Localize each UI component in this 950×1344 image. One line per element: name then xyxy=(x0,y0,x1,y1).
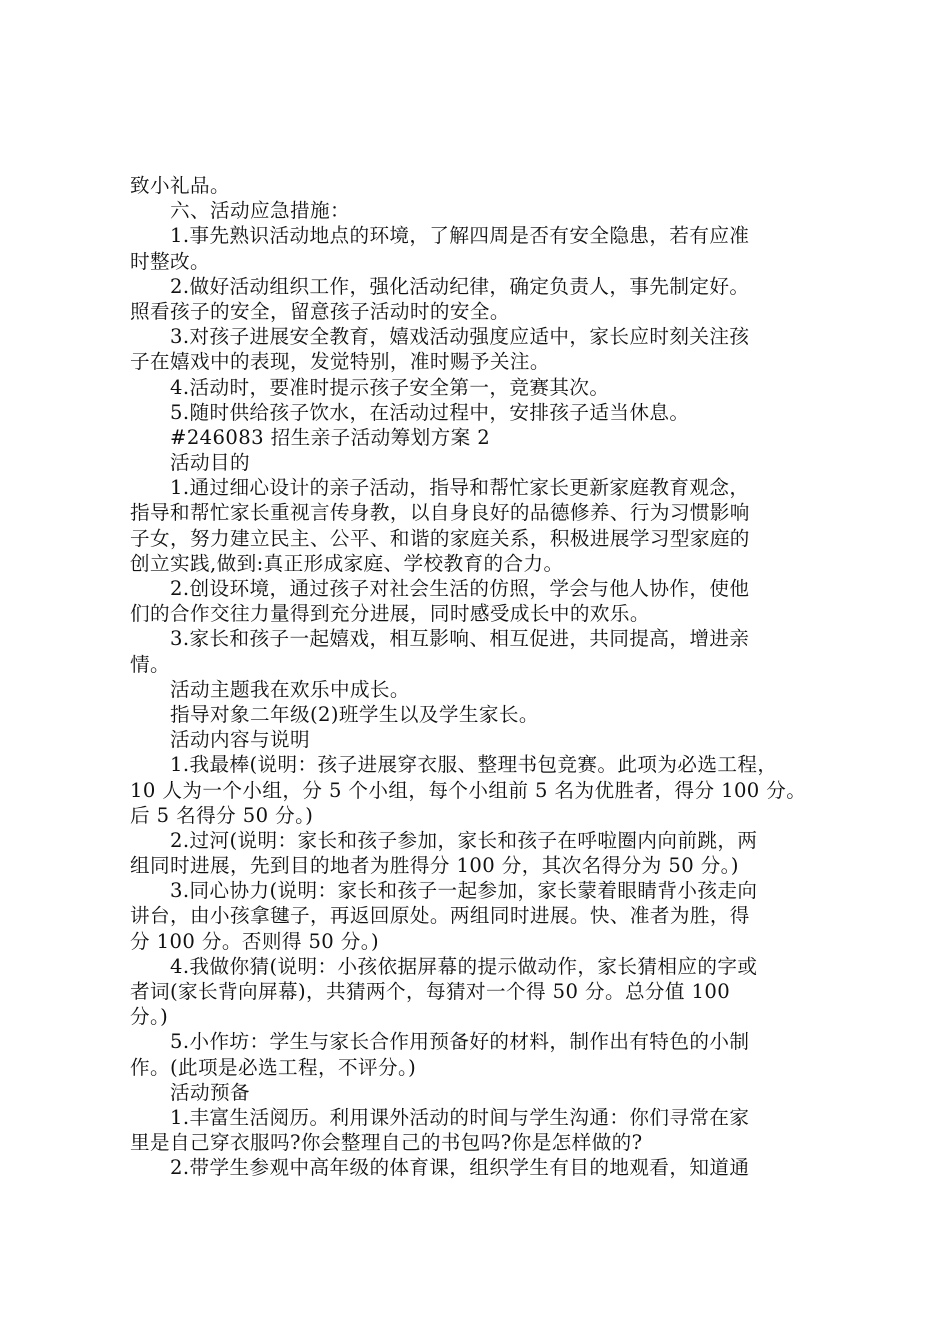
text-line: 分。) xyxy=(130,1005,169,1029)
text-line: 5.随时供给孩子饮水，在活动过程中，安排孩子适当休息。 xyxy=(170,400,690,424)
text-line: 讲台，由小孩拿毽子，再返回原处。两组同时进展。快、准者为胜，得 xyxy=(130,904,750,928)
text-line: 3.同心协力(说明：家长和孩子一起参加，家长蒙着眼睛背小孩走向 xyxy=(170,879,758,903)
text-line: 子女，努力建立民主、公平、和谐的家庭关系，积极进展学习型家庭的 xyxy=(130,526,750,550)
text-line: 情。 xyxy=(130,652,170,676)
text-line: 活动预备 xyxy=(170,1080,250,1104)
text-line: 时整改。 xyxy=(130,249,210,273)
text-line: 活动目的 xyxy=(170,451,250,475)
text-line: 组同时进展，先到目的地者为胜得分 100 分，其次名得分为 50 分。) xyxy=(130,854,739,878)
text-line: 者词(家长背向屏幕)，共猜两个，每猜对一个得 50 分。总分值 100 xyxy=(130,980,731,1003)
text-line: 1.我最棒(说明：孩子进展穿衣服、整理书包竞赛。此项为必选工程， xyxy=(170,753,778,777)
text-line: 1.事先熟识活动地点的环境，了解四周是否有安全隐患，若有应准 xyxy=(170,224,750,248)
text-line: 作。(此项是必选工程，不评分。) xyxy=(130,1055,417,1079)
text-line: 子在嬉戏中的表现，发觉特别，准时赐予关注。 xyxy=(130,350,550,374)
text-line: 六、活动应急措施： xyxy=(170,199,350,223)
text-line: 们的合作交往力量得到充分进展，同时感受成长中的欢乐。 xyxy=(130,602,650,626)
text-line: 2.带学生参观中高年级的体育课，组织学生有目的地观看，知道通 xyxy=(170,1156,750,1180)
text-line: 后 5 名得分 50 分。) xyxy=(130,803,314,827)
text-line: 2.过河(说明：家长和孩子参加，家长和孩子在呼啦圈内向前跳，两 xyxy=(170,828,758,852)
text-line: 1.通过细心设计的亲子活动，指导和帮忙家长更新家庭教育观念， xyxy=(170,476,750,500)
text-line: 分 100 分。否则得 50 分。) xyxy=(130,929,380,953)
text-line: 致小礼品。 xyxy=(130,174,230,197)
document-body xyxy=(130,173,840,1181)
text-line: #246083 招生亲子活动筹划方案 2 xyxy=(170,425,491,449)
text-line: 3.对孩子进展安全教育，嬉戏活动强度应适中，家长应时刻关注孩 xyxy=(170,325,750,349)
text-line: 里是自己穿衣服吗?你会整理自己的书包吗?你是怎样做的? xyxy=(130,1131,643,1155)
text-line: 照看孩子的安全，留意孩子活动时的安全。 xyxy=(130,299,510,323)
text-line: 创立实践,做到:真正形成家庭、学校教育的合力。 xyxy=(130,551,564,575)
text-line: 3.家长和孩子一起嬉戏，相互影响、相互促进，共同提高，增进亲 xyxy=(170,627,750,651)
text-line: 活动内容与说明 xyxy=(170,728,310,752)
text-line: 2.做好活动组织工作，强化活动纪律，确定负责人，事先制定好。 xyxy=(170,274,750,298)
text-line: 4.活动时，要准时提示孩子安全第一，竞赛其次。 xyxy=(170,375,610,399)
text-line: 1.丰富生活阅历。利用课外活动的时间与学生沟通：你们寻常在家 xyxy=(170,1105,750,1129)
text-line: 10 人为一个小组，分 5 个小组，每个小组前 5 名为优胜者，得分 100 分。 xyxy=(130,778,807,802)
text-line: 5.小作坊：学生与家长合作用预备好的材料，制作出有特色的小制 xyxy=(170,1030,750,1054)
text-line: 指导对象二年级(2)班学生以及学生家长。 xyxy=(170,702,539,726)
text-line: 指导和帮忙家长重视言传身教，以自身良好的品德修养、行为习惯影响 xyxy=(130,501,750,525)
text-line: 4.我做你猜(说明：小孩依据屏幕的提示做动作，家长猜相应的字或 xyxy=(170,954,758,978)
text-line: 活动主题我在欢乐中成长。 xyxy=(170,677,410,701)
text-line: 2.创设环境，通过孩子对社会生活的仿照，学会与他人协作，使他 xyxy=(170,577,750,600)
